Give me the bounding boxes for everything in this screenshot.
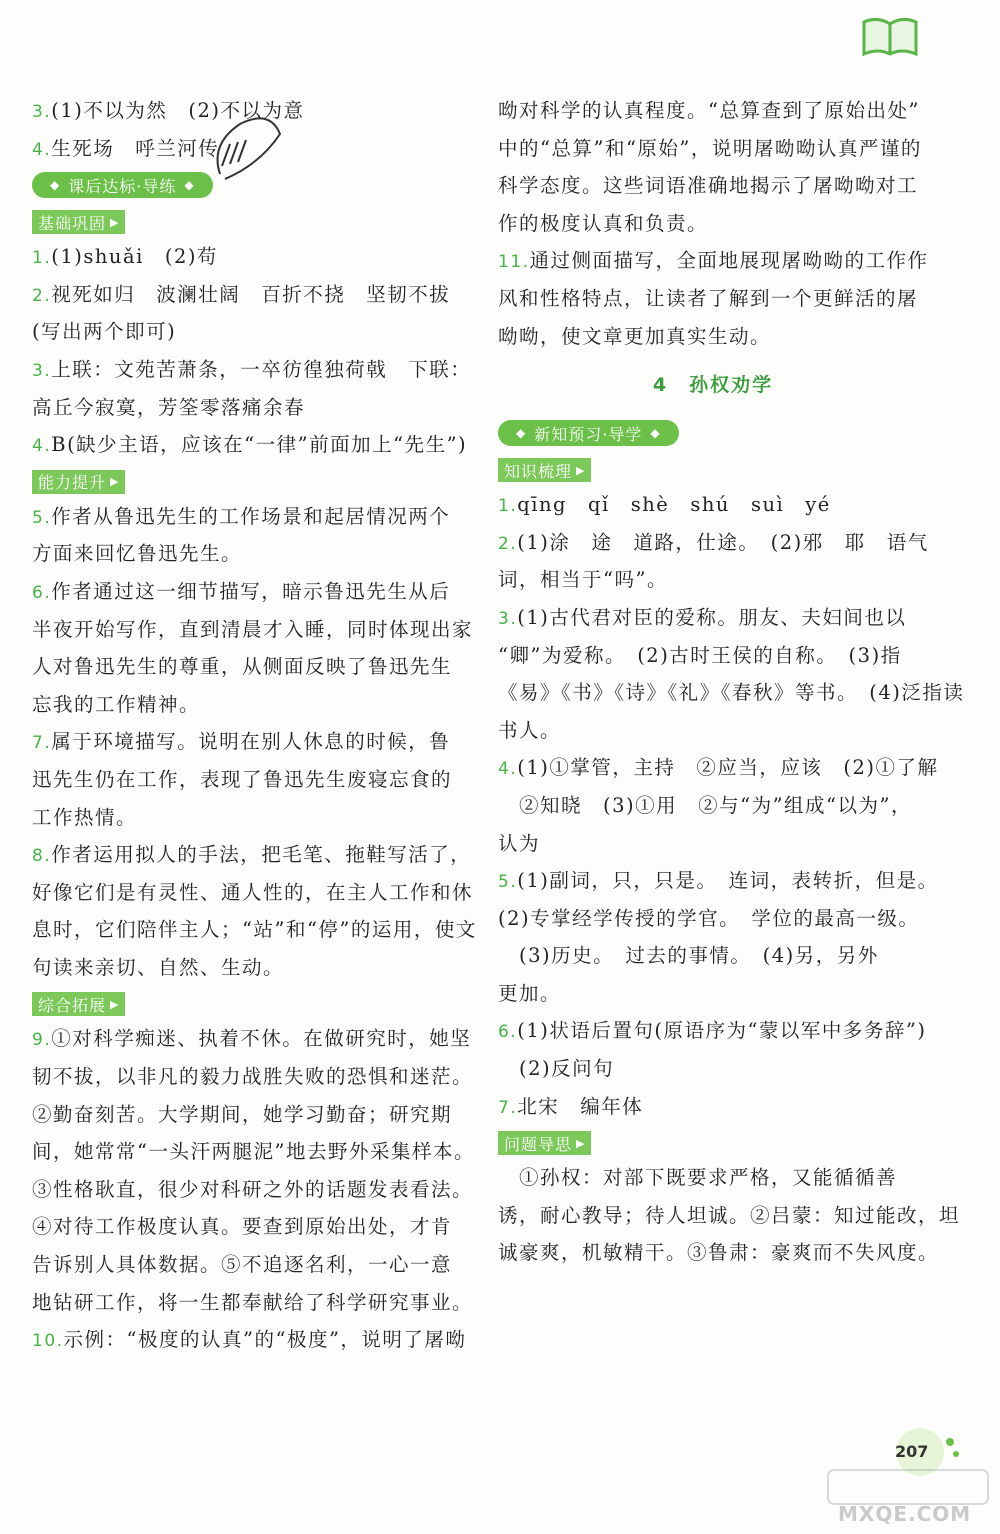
- subsection-tag: 知识梳理 ▶: [498, 458, 591, 482]
- section-banner: ◆ 新知预习·导学 ◆: [498, 420, 679, 446]
- diamond-icon: ◆: [650, 426, 661, 441]
- page-number: 207: [895, 1442, 929, 1461]
- answer-line: ④对待工作极度认真。要查到原始出处，才肯: [32, 1215, 453, 1239]
- answer-line: 2.视死如归 波澜壮阔 百折不挠 坚韧不拔: [32, 282, 451, 306]
- answer-line: 好像它们是有灵性、通人性的，在主人工作和休: [32, 880, 474, 904]
- answer-line: 作的极度认真和负责。: [498, 211, 709, 235]
- book-icon: [860, 14, 920, 58]
- answer-line: 告诉别人具体数据。⑤不追逐名利，一心一意: [32, 1253, 453, 1277]
- section-banner: ◆ 课后达标·导练 ◆: [32, 172, 213, 198]
- answer-line: 更加。: [498, 981, 562, 1005]
- answer-line: 迅先生仍在工作，表现了鲁迅先生废寝忘食的: [32, 767, 453, 791]
- answer-line: 韧不拔，以非凡的毅力战胜失败的恐惧和迷茫。: [32, 1065, 474, 1089]
- diamond-icon: ◆: [516, 426, 527, 441]
- answer-line: 工作热情。: [32, 805, 138, 829]
- answer-line: ②勤奋刻苦。大学期间，她学习勤奋；研究期: [32, 1102, 453, 1126]
- answer-line: 地钻研工作，将一生都奉献给了科学研究事业。: [32, 1290, 474, 1314]
- answer-line: 书人。: [498, 718, 562, 742]
- answer-line: 词，相当于“吗”。: [498, 568, 668, 592]
- answer-line: 5.(1)副词，只，只是。 连词，表转折，但是。: [498, 869, 939, 893]
- subsection-tag: 能力提升 ▶: [32, 470, 125, 494]
- answer-line: 认为: [498, 831, 541, 855]
- answer-line: “卿”为爱称。 (2)古时王侯的自称。 (3)指: [498, 643, 902, 667]
- answer-line: 2.(1)涂 途 道路，仕途。 (2)邪 耶 语气: [498, 530, 929, 554]
- answer-line: ①孙权：对部下既要求严格，又能循循善: [498, 1166, 898, 1190]
- answer-line: (2)反问句: [498, 1057, 615, 1081]
- answer-line: 句读来亲切、自然、生动。: [32, 955, 285, 979]
- subsection-tag: 基础巩固 ▶: [32, 210, 125, 234]
- arrow-right-icon: ▶: [576, 1136, 586, 1150]
- answer-line: 4.生死场 呼兰河传: [32, 136, 220, 160]
- answer-line: 人对鲁迅先生的尊重，从侧面反映了鲁迅先生: [32, 655, 453, 679]
- subsection-tag: 综合拓展 ▶: [32, 992, 125, 1016]
- subsection-tag: 问题导思 ▶: [498, 1131, 591, 1155]
- answer-line: 3.上联：文苑苦萧条，一卒彷徨独荷戟 下联：: [32, 357, 472, 381]
- answer-line: 4.B(缺少主语，应该在“一律”前面加上“先生”): [32, 433, 468, 457]
- answer-line: 7.属于环境描写。说明在别人休息的时候，鲁: [32, 730, 451, 754]
- answer-line: 9.①对科学痴迷、执着不休。在做研究时，她坚: [32, 1027, 472, 1051]
- answer-line: 3.(1)不以为然 (2)不以为意: [32, 99, 305, 122]
- answer-line: 1.(1)shuǎi (2)苟: [32, 245, 218, 269]
- right-column: [498, 92, 965, 1272]
- answer-line: 诚豪爽，机敏精干。③鲁肃：豪爽而不失风度。: [498, 1241, 940, 1265]
- arrow-right-icon: ▶: [576, 463, 586, 477]
- answer-line: 诱，耐心教导；待人坦诚。②吕蒙：知过能改，坦: [498, 1203, 961, 1227]
- answer-line: ③性格耿直，很少对科研之外的话题发表看法。: [32, 1177, 474, 1201]
- answer-line: 6.作者通过这一细节描写，暗示鲁迅先生从后: [32, 579, 451, 603]
- answer-line: 5.作者从鲁迅先生的工作场景和起居情况两个: [32, 504, 451, 528]
- answer-line: 呦呦，使文章更加真实生动。: [498, 324, 772, 348]
- answer-line: 6.(1)状语后置句(原语序为“蒙以军中多务辞”): [498, 1019, 927, 1043]
- answer-line: (写出两个即可): [32, 320, 177, 344]
- answer-line: 科学态度。这些词语准确地揭示了屠呦呦对工: [498, 174, 919, 198]
- answer-line: 方面来回忆鲁迅先生。: [32, 542, 243, 566]
- arrow-right-icon: ▶: [110, 475, 120, 489]
- answer-line: 《易》《书》《诗》《礼》《春秋》等书。 (4)泛指读: [498, 681, 965, 705]
- answer-line: ②知晓 (3)①用 ②与“为”组成“以为”，: [498, 793, 912, 817]
- answer-line: 半夜开始写作，直到清晨才入睡，同时体现出家: [32, 617, 474, 641]
- answer-line: 10.示例：“极度的认真”的“极度”，说明了屠呦: [32, 1328, 467, 1352]
- arrow-right-icon: ▶: [110, 997, 120, 1011]
- answer-line: 1.qīng qǐ shè shú suì yé: [498, 493, 831, 517]
- answer-line: 高丘今寂寞，芳筌零落痛余春: [32, 395, 306, 419]
- left-column: [32, 92, 477, 1359]
- answer-line: 4.(1)①掌管，主持 ②应当，应该 (2)①了解: [498, 756, 939, 780]
- answer-line: 7.北宋 编年体: [498, 1094, 644, 1118]
- diamond-icon: ◆: [50, 178, 61, 193]
- arrow-right-icon: ▶: [110, 215, 120, 229]
- answer-line: 风和性格特点，让读者了解到一个更鲜活的屠: [498, 286, 919, 310]
- answer-line: 呦对科学的认真程度。“总算查到了原始出处”: [498, 99, 920, 122]
- answer-line: 忘我的工作精神。: [32, 692, 201, 716]
- answer-line: (3)历史。 过去的事情。 (4)另，另外: [498, 944, 879, 968]
- answer-line: 8.作者运用拟人的手法，把毛笔、拖鞋写活了，: [32, 843, 472, 867]
- answer-line: (2)专掌经学传授的学官。 学位的最高一级。: [498, 906, 920, 930]
- diamond-icon: ◆: [184, 178, 195, 193]
- answer-line: 3.(1)古代君对臣的爱称。朋友、夫妇间也以: [498, 605, 907, 629]
- lesson-title: 4 孙权劝学: [652, 374, 774, 397]
- answer-line: 中的“总算”和“原始”，说明屠呦呦认真严谨的: [498, 136, 922, 160]
- answer-line: 息时，它们陪伴主人；“站”和“停”的运用，使文: [32, 918, 477, 942]
- watermark-url: MXQE.COM: [838, 1502, 972, 1526]
- answer-line: 间，她常常“一头汗两腿泥”地去野外采集样本。: [32, 1140, 475, 1164]
- answer-line: 11.通过侧面描写，全面地展现屠呦呦的工作作: [498, 249, 929, 273]
